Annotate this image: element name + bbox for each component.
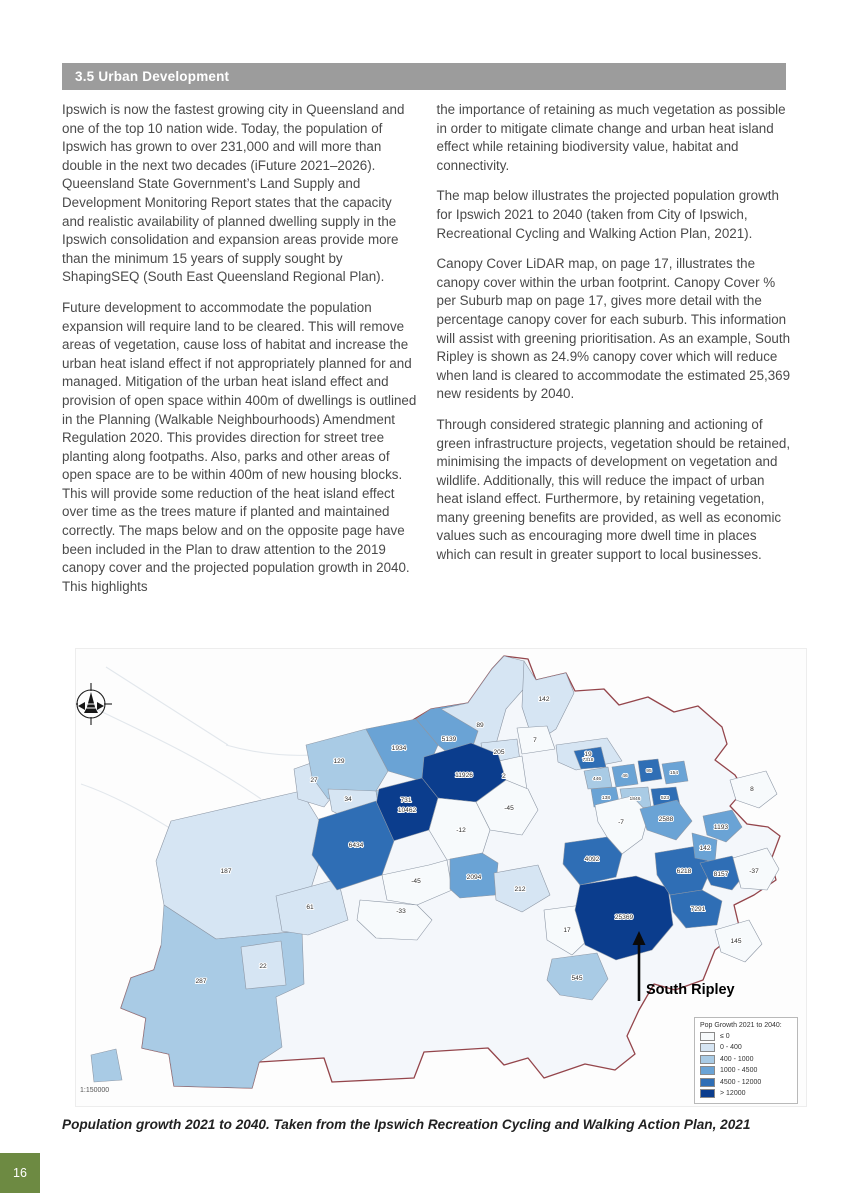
region-value-label: -7 bbox=[618, 819, 624, 826]
region-value-label: 8 bbox=[750, 786, 754, 793]
region-value-label: 731 bbox=[400, 797, 412, 804]
legend-item bbox=[700, 1043, 792, 1052]
region-value-label: 287 bbox=[195, 978, 207, 985]
region-value-label: 523 bbox=[660, 796, 670, 801]
section-title: 3.5 Urban Development bbox=[75, 69, 230, 84]
legend-label: 400 - 1000 bbox=[720, 1055, 754, 1063]
region-value-label: 89 bbox=[476, 722, 484, 729]
region-value-label: -45 bbox=[411, 878, 421, 885]
region-value-label: 95 bbox=[646, 769, 652, 774]
region-value-label: 22 bbox=[259, 963, 267, 970]
region-value-label: 446 bbox=[592, 777, 602, 782]
region-value-label: 1193 bbox=[713, 824, 729, 831]
region-value-label: 34 bbox=[344, 796, 352, 803]
region-value-label: -12 bbox=[456, 827, 466, 834]
right-column bbox=[437, 101, 792, 608]
compass-icon bbox=[76, 683, 112, 725]
section-banner bbox=[62, 63, 786, 90]
annotation-label: South Ripley bbox=[646, 982, 735, 998]
region-value-label: -37 bbox=[749, 868, 759, 875]
region-value-label: -33 bbox=[396, 908, 406, 915]
region-value-label: 7318 bbox=[582, 758, 594, 763]
region-value-label: 11926 bbox=[455, 772, 473, 779]
paragraph: Through considered strategic planning and actioning of green infrastructure projects, vegetation should be retained, minimising the impacts of development on vegetation and wildlife. Additionally, this will reduce the impact of urban heat island effect. Furthermore, by retaining vegetation, many greening benefits are provided, as well as economic values such as encouraging more dwell time in places which can result in greater support to local businesses. bbox=[436, 416, 791, 563]
region-value-label: 1934 bbox=[391, 745, 407, 752]
map-scale: 1:150000 bbox=[80, 1087, 110, 1094]
region-value-label: 2588 bbox=[658, 816, 674, 823]
region-value-label: 142 bbox=[538, 696, 550, 703]
paragraph: Future development to accommodate the population expansion will require land to be cleared. This will remove areas of vegetation, cause loss of habitat and increase the urban heat island effect if not appropriately planned for and managed. Mitigation of the urban heat island effect and provision of open space within 400m of dwellings is outlined in the Planning (Walkable Neighbourhoods) Amendment Regulation 2020. This provides direction for street tree planting along footpaths. Also, parks and other areas of open space are to be within 400m of new housing blocks. This will provide some reduction of the heat island effect over time as the trees mature if planted and maintained correctly. The maps below and on the opposite page have been included in the Plan to draw attention to the 2019 canopy cover and the projected population growth in 2040. This highlights bbox=[62, 299, 417, 594]
region-value-label: 129 bbox=[333, 758, 345, 765]
region-value-label: 4092 bbox=[584, 856, 600, 863]
figure-caption: Population growth 2021 to 2040. Taken from the Ipswich Recreation Cycling and Walking Action Plan, 2021 bbox=[62, 1117, 751, 1132]
paragraph: Ipswich is now the fastest growing city in Queensland and one of the top 10 nation wide. Today, the population of Ipswich has grown to over 231,000 and will more than double in the next two decades (iFuture 2021–2026). Queensland State Government’s Land Supply and Development Monitoring Report states that the capacity and realistic availability of planned dwelling supply in the Ipswich consolidation and expansion areas provide more than the minimum 15 years of supply sought by ShapingSEQ (South East Queensland Regional Plan). bbox=[62, 102, 405, 285]
region-value-label: 27 bbox=[310, 777, 318, 784]
legend-label: 0 - 400 bbox=[720, 1044, 742, 1051]
legend-swatch bbox=[700, 1089, 715, 1098]
left-column bbox=[62, 101, 417, 608]
region-value-label: 545 bbox=[571, 975, 583, 982]
region-value-label: 46 bbox=[622, 774, 628, 779]
region-value-label: 8157 bbox=[713, 871, 729, 878]
region-value-label: 6434 bbox=[348, 842, 364, 849]
legend-label: 4500 - 12000 bbox=[720, 1078, 762, 1086]
region-value-label: 7 bbox=[533, 737, 537, 744]
population-growth-map bbox=[75, 648, 807, 1107]
legend-swatch bbox=[700, 1043, 715, 1052]
body-columns bbox=[62, 101, 791, 608]
legend-item bbox=[700, 1078, 792, 1087]
region-value-label: 205 bbox=[493, 749, 505, 756]
region-value-label: 142 bbox=[699, 845, 711, 852]
legend-item bbox=[700, 1032, 792, 1041]
region-value-label: 61 bbox=[306, 904, 314, 911]
legend-title: Pop Growth 2021 to 2040: bbox=[700, 1022, 782, 1029]
legend-swatch bbox=[700, 1078, 715, 1087]
region-value-label: 2 bbox=[502, 773, 506, 780]
paragraph: Canopy Cover LiDAR map, on page 17, illustrates the canopy cover within the urban footprint. Canopy Cover % per Suburb map on page 17, gives more detail with the percentage canopy cover for each suburb. This information will assist with greening prioritisation. As an example, South Ripley is shown as 24.9% canopy cover which will reduce when land is cleared to accommodate the estimated 25,369 new residents by 2040. bbox=[436, 256, 791, 402]
region-value-label: 187 bbox=[220, 868, 232, 875]
region-value-label: 2094 bbox=[466, 874, 482, 881]
region-value-label: 7291 bbox=[690, 906, 706, 913]
region-value-label: 5139 bbox=[441, 736, 457, 743]
region-value-label: 19 bbox=[584, 751, 592, 758]
legend-item bbox=[700, 1089, 792, 1098]
legend-item bbox=[700, 1066, 792, 1075]
legend-rows bbox=[700, 1032, 792, 1099]
paragraph: the importance of retaining as much vegetation as possible in order to mitigate climate change and urban heat island effect while retaining biodiversity value, habitat and connectivity. bbox=[436, 102, 786, 173]
region-value-label: 1846 bbox=[629, 797, 641, 802]
paragraph: The map below illustrates the projected population growth for Ipswich 2021 to 2040 (taken from City of Ipswich, Recreational Cycling and Walking Action Plan, 2021). bbox=[436, 188, 779, 241]
legend-label: ≤ 0 bbox=[720, 1032, 730, 1040]
legend-swatch bbox=[700, 1066, 715, 1075]
legend-label: > 12000 bbox=[720, 1090, 746, 1097]
legend-label: 1000 - 4500 bbox=[720, 1067, 758, 1074]
region-value-label: -45 bbox=[504, 805, 514, 812]
legend-item bbox=[700, 1055, 792, 1064]
page-number-badge bbox=[0, 1153, 40, 1193]
legend-swatch bbox=[700, 1032, 715, 1041]
region-value-label: 212 bbox=[514, 886, 526, 893]
region-value-label: 154 bbox=[669, 771, 679, 776]
map-legend bbox=[694, 1017, 798, 1104]
legend-swatch bbox=[700, 1055, 715, 1064]
region-value-label: 6218 bbox=[676, 868, 692, 875]
region-value-label: 145 bbox=[730, 938, 742, 945]
region-value-label: 17 bbox=[563, 927, 571, 934]
region-value-label: 25369 bbox=[614, 914, 634, 921]
region-value-label: 10462 bbox=[397, 807, 417, 814]
region-value-label: 138 bbox=[601, 796, 611, 801]
page-number: 16 bbox=[13, 1166, 27, 1180]
